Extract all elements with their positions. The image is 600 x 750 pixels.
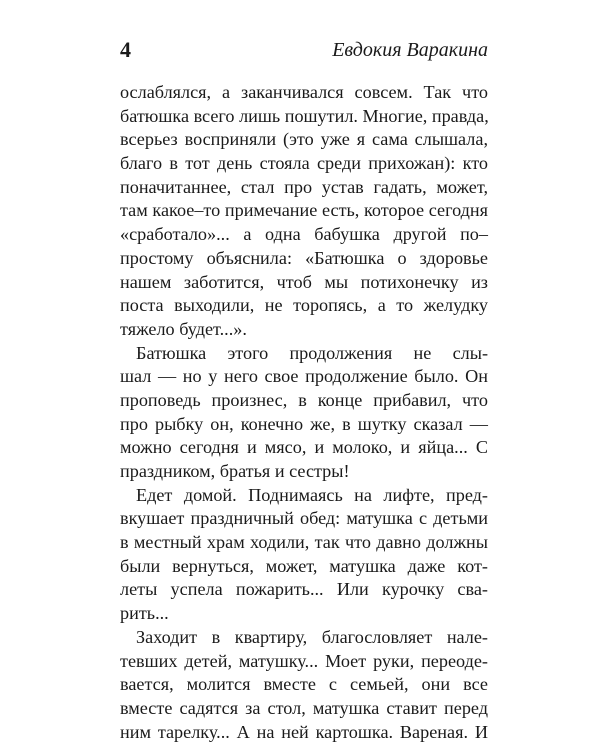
page-number: 4 <box>120 37 131 62</box>
text-line: батюшка всего лишь пошутил. Многие, правда, <box>120 105 489 126</box>
text-line: про рыбку он, конечно же, в шутку сказал — <box>120 413 488 434</box>
text-line: Едет домой. Поднимаясь на лифте, пред- <box>136 484 488 505</box>
text-line: нашем заботится, чтоб мы потихонечку из <box>120 271 488 292</box>
text-line: рить... <box>120 603 169 624</box>
text-line: проповедь произнес, в конце прибавил, что <box>120 389 488 410</box>
running-title-author: Евдокия Варакина <box>332 39 488 61</box>
text-line: тевших детей, матушку... Моет руки, переоде- <box>120 650 488 671</box>
text-line: поста выходили, не торопясь, а то желудку <box>120 295 488 316</box>
text-line: вкушает праздничный обед: матушка с детьми <box>120 508 488 529</box>
text-line: были вернуться, может, матушка даже кот- <box>120 555 488 576</box>
text-line: в местный храм ходили, так что давно должны <box>120 532 488 553</box>
text-line: Заходит в квартиру, благословляет нале- <box>136 626 488 647</box>
text-line: можно сегодня и мясо, и молоко, и яйца... С <box>120 437 488 458</box>
text-line: «сработало»... а одна бабушка другой по– <box>120 224 488 245</box>
text-line: ослаблялся, а заканчивался совсем. Так что <box>120 82 488 102</box>
text-line: благо в тот день стояла среди прихожан): кто <box>120 153 488 174</box>
text-line: ним тарелку... А на ней картошка. Вареная. И <box>120 721 488 742</box>
text-line: всерьез восприняли (это уже я сама слышала, <box>120 129 488 150</box>
paragraph <box>120 342 488 484</box>
text-line: простому объяснила: «Батюшка о здоровье <box>120 247 488 268</box>
text-line: Батюшка этого продолжения не слы- <box>136 342 488 363</box>
text-line: поначитаннее, стал про устав гадать, может, <box>120 176 488 197</box>
text-line: леты успела пожарить... Или курочку сва- <box>120 579 488 600</box>
text-line: праздником, братья и сестры! <box>120 461 350 481</box>
text-line: там какое–то примечание есть, которое сегодня <box>120 200 488 221</box>
running-header <box>120 36 488 64</box>
body-text <box>120 81 488 744</box>
text-line: вместе садятся за стол, матушка ставит перед <box>120 697 488 718</box>
text-line: тяжело будет...». <box>120 318 247 339</box>
paragraph <box>120 626 488 744</box>
paragraph <box>120 484 488 626</box>
text-line: вается, молится вместе с семьей, они все <box>120 674 488 695</box>
text-line: шал — но у него свое продолжение было. Он <box>120 366 488 387</box>
paragraph <box>120 81 488 342</box>
